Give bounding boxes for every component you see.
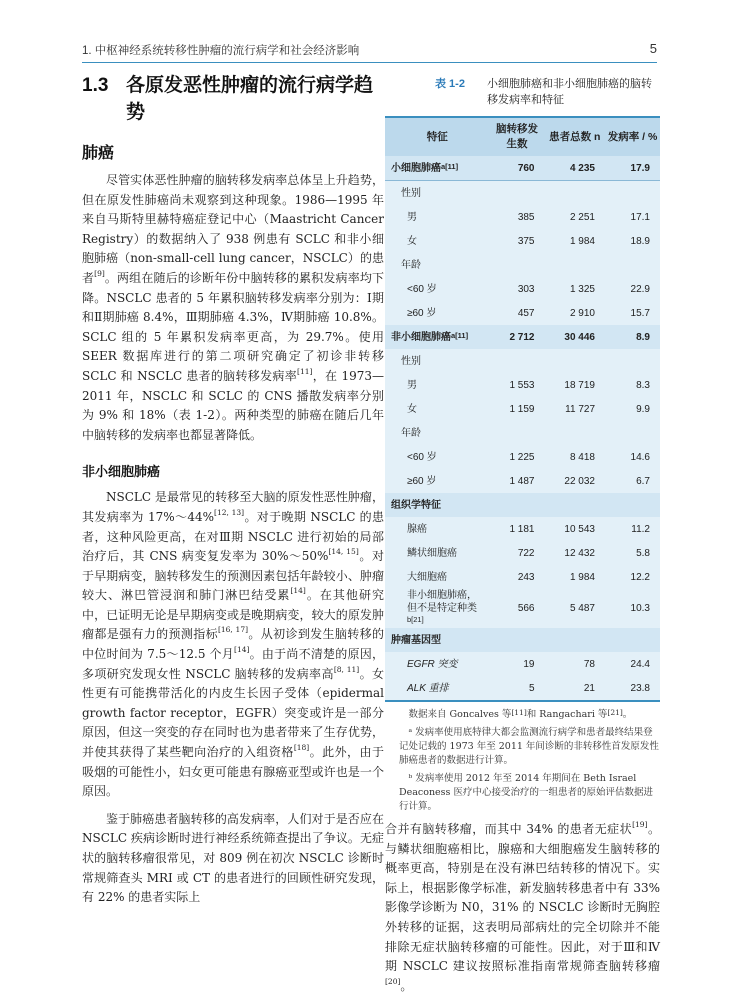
data-table — [385, 118, 660, 700]
right-column — [385, 76, 660, 996]
table-notes — [385, 708, 660, 814]
table-label: 表 1-2 — [435, 78, 465, 90]
table-row: 腺癌 1 181 10 543 11.2 — [407, 523, 650, 535]
table-row: 男 1 553 18 719 8.3 — [407, 379, 650, 391]
table-row: 年龄 — [401, 259, 421, 271]
left-column — [82, 72, 384, 908]
table-row: EGFR 突变 19 78 24.4 — [407, 658, 650, 670]
paragraph-4: 合并有脑转移瘤，而其中 34% 的患者无症状[19]。与鳞状细胞癌相比，腺癌和大细胞癌发生脑转移的概率更高，特别是在没有淋巴结转移的情况下。实际上，根据影像学标准，新发脑转移患者中有 33% 影像学诊断为 N0，31% 的 NSCLC 诊断时无胸腔外转移的证据，这表明局部病灶的完全切除并不能排除无症状脑转移瘤的可能性。因此，对于Ⅲ和Ⅳ期 NSCLC 建议按照标准指南常规筛查脑转移瘤[20]。 — [385, 820, 660, 993]
table-footnote-b: ᵇ 发病率使用 2012 年至 2014 年期间在 Beth Israel Deaconess 医疗中心接受治疗的一组患者的原始评估数据进行计算。 — [399, 773, 653, 812]
table-row: 年龄 — [401, 427, 421, 439]
table-container — [385, 116, 660, 702]
table-row: 性别 — [401, 355, 421, 367]
table-row: ALK 重排 5 21 23.8 — [407, 682, 650, 694]
subheading-lung-cancer: 肺癌 — [82, 145, 115, 162]
paragraph-1: 尽管实体恶性肿瘤的脑转移发病率总体呈上升趋势，但在原发性肺癌尚未观察到这种现象。1986—1995 年来自马斯特里赫特癌症登记中心（Maastricht Cancer Registry）的数据纳入了 938 例患有 SCLC 和非小细胞肺癌（non-small-cell lung cancer，NSCLC）的患者[9]。两组在随后的诊断年份中脑转移的累积发病率均下降。NSCLC 患者的 5 年累积脑转移发病率分别为：Ⅰ期和Ⅱ期肺癌 8.4%，Ⅲ期肺癌 4.3%，Ⅳ期肺癌 10.8%。SCLC 组的 5 年累积发病率更高，为 29.7%。使用 SEER 数据库进行的第二项研究确定了初诊非转移 SCLC 和 NSCLC 患者的脑转移发病率[11]，在 1973—2011 年，NSCLC 和 SCLC 的 CNS 播散发病率分别为 9% 和 18%（表 1-2）。两种类型的肺癌在随后几年中脑转移的发病率也都显著降低。 — [82, 173, 384, 442]
table-row: 小细胞肺癌$^{a[11]}$ 760 4 235 17.9 — [385, 156, 660, 181]
table-caption — [385, 76, 660, 108]
table-row: 女 1 159 11 727 9.9 — [407, 403, 650, 415]
table-row: 鳞状细胞癌 722 12 432 5.8 — [407, 547, 650, 559]
subheading-nsclc: 非小细胞肺癌 — [82, 464, 161, 480]
table-row: 大细胞癌 243 1 984 12.2 — [407, 571, 650, 583]
paragraph-3: 鉴于肺癌患者脑转移的高发病率，人们对于是否应在 NSCLC 疾病诊断时进行神经系统筛查提出了争议。无症状的脑转移瘤很常见，对 809 例在初次 NSCLC 诊断时常规筛查头 MRI 或 CT 的患者进行的回顾性研究发现，有 22% 的患者实际上 — [82, 811, 384, 905]
section-number: 1.3 — [82, 75, 109, 96]
table-row: 性别 — [401, 187, 421, 199]
table-row: ≥60 岁 1 487 22 032 6.7 — [407, 475, 650, 487]
table-row: <60 岁 1 225 8 418 14.6 — [407, 451, 650, 463]
col-header-patient-total: 患者总数 n — [545, 118, 606, 156]
section-title: 各原发恶性肿瘤的流行病学趋势 — [126, 75, 374, 123]
table-row: <60 岁 303 1 325 22.9 — [407, 283, 650, 295]
table-row: 组织学特征 — [385, 493, 660, 517]
table-row: 非小细胞肺癌$^{a[11]}$ 2 712 30 446 8.9 — [385, 325, 660, 349]
table-row: 非小细胞肺癌，但不是特定种类$^{b[21]}$ 566 5 487 10.3 — [407, 590, 650, 624]
running-header — [82, 40, 657, 63]
running-title: 1. 中枢神经系统转移性肿瘤的流行病学和社会经济影响 — [82, 45, 360, 57]
table-header-row — [385, 118, 660, 156]
table-row: 肿瘤基因型 — [385, 628, 660, 652]
table-source-note: 数据来自 Goncalves 等[11]和 Rangachari 等[21]。 — [408, 708, 633, 720]
table-row: ≥60 岁 457 2 910 15.7 — [407, 307, 650, 319]
table-row: 女 375 1 984 18.9 — [407, 235, 650, 247]
col-header-feature: 特征 — [385, 118, 490, 156]
paragraph-2: NSCLC 是最常见的转移至大脑的原发性恶性肿瘤，其发病率为 17%～44%[12, 13]。对于晚期 NSCLC 的患者，这种风险更高，在对Ⅲ期 NSCLC 进行初始的局部治疗后，其 CNS 病变复发率为 30%～50%[14, 15]。对于早期病变，脑转移发生的预测因素包括年龄较小、肿瘤较大、淋巴管浸润和肺门淋巴结受累[14]。在其他研究中，已证明无论是早期病变或是晚期病变，较大的原发肿瘤都是强有力的预测指标[16, 17]。从初诊到发生脑转移的中位时间为 7.5～12.5 个月[14]。由于尚不清楚的原因，多项研究发现女性 NSCLC 脑转移的发病率高[8, 11]。女性更有可能携带活化的内皮生长因子受体（epidermal growth factor receptor，EGFR）突变或许是一部分原因，但这一突变的存在同时也为患者带来了生存优势，并使其获得了某些靶向治疗的入组资格[18]。此外，由于吸烟的可能性小，妇女更可能患有腺癌亚型或许也是一个原因。 — [82, 490, 384, 799]
table-footnote-a: ᵃ 发病率使用底特律大都会监测流行病学和患者最终结果登记处记载的 1973 年至 2011 年间诊断的非转移性首发原发性肺癌患者的数据进行计算。 — [399, 727, 659, 766]
col-header-metastasis-count: 脑转移发生数 — [490, 118, 545, 156]
section-heading — [82, 72, 384, 126]
table-title: 小细胞肺癌和非小细胞肺癌的脑转移发病率和特征 — [487, 78, 652, 106]
col-header-incidence: 发病率 / % — [605, 118, 660, 156]
table-row: 男 385 2 251 17.1 — [407, 211, 650, 223]
page-number: 5 — [649, 41, 657, 56]
